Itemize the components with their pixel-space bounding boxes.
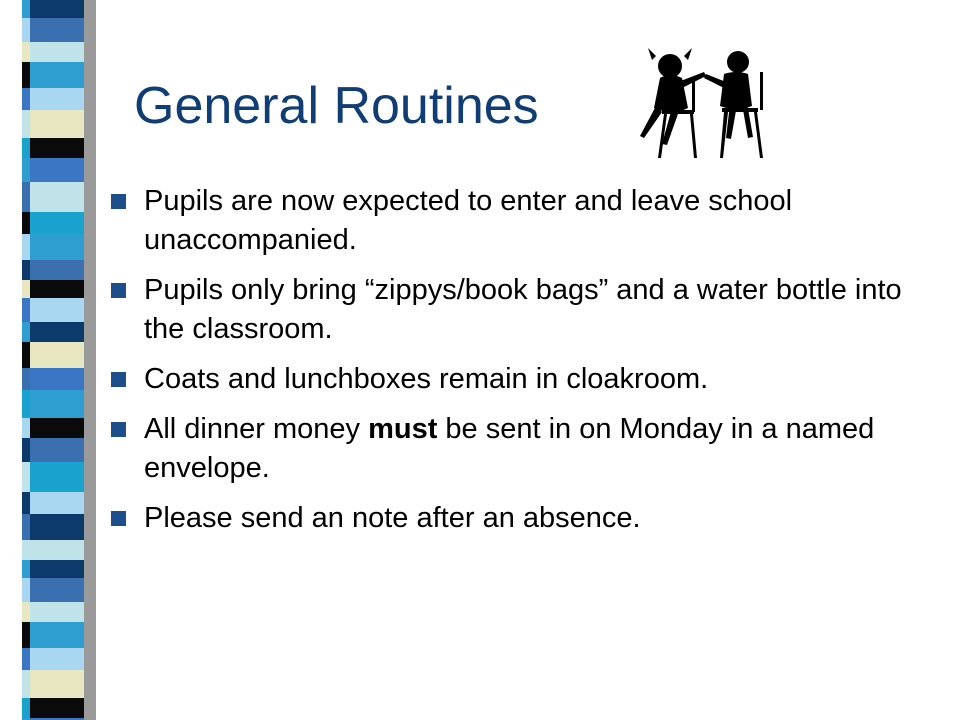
- stripe-edge: [22, 62, 30, 88]
- bullet-text: [144, 185, 792, 256]
- bullet-item: [102, 360, 902, 399]
- stripe-edge: [22, 648, 30, 670]
- stripe-block: [30, 62, 84, 88]
- stripe-block: [30, 560, 84, 578]
- stripe-block: [30, 88, 84, 110]
- bullet-item: [102, 271, 902, 349]
- bullet-text: [144, 413, 874, 484]
- bullet-item: [102, 182, 902, 260]
- stripe-edge: [22, 0, 30, 18]
- bullet-text-emphasis: must: [368, 413, 438, 445]
- decorative-stripe-bar: [0, 0, 110, 720]
- stripe-block: [30, 322, 84, 342]
- bullet-item: [102, 410, 902, 488]
- bullet-text-segment: Pupils are now expected to enter and leave school unaccompanied.: [144, 185, 793, 256]
- bullet-item: [102, 499, 902, 538]
- stripe-edge: [22, 110, 30, 138]
- stripe-edge: [22, 368, 30, 390]
- stripe-block: [30, 438, 84, 462]
- stripe-edge: [22, 578, 30, 602]
- stripe-edge: [22, 602, 30, 622]
- stripe-block: [30, 212, 84, 234]
- children-silhouette-image: [626, 42, 786, 162]
- bullet-text: [144, 274, 902, 345]
- stripe-edge: [22, 438, 30, 462]
- stripe-edge: [22, 390, 30, 418]
- stripe-block: [30, 18, 84, 42]
- bullet-text-segment: Please send an note after an absence.: [144, 502, 641, 534]
- stripe-edge: [22, 298, 30, 322]
- bullet-text-segment: Coats and lunchboxes remain in cloakroom.: [144, 363, 709, 395]
- stripe-block: [30, 670, 84, 698]
- stripe-edge: [22, 158, 30, 182]
- stripe-block: [30, 158, 84, 182]
- stripe-edge: [22, 670, 30, 698]
- stripe-edge: [22, 560, 30, 578]
- stripe-edge: [22, 182, 30, 212]
- stripe-block: [30, 182, 84, 212]
- bullet-text-segment: All dinner money: [144, 413, 369, 445]
- stripe-edge: [22, 260, 30, 280]
- stripe-edge: [22, 342, 30, 368]
- bullet-square-icon: [111, 511, 126, 526]
- stripe-block: [30, 260, 84, 280]
- stripe-block: [30, 492, 84, 514]
- stripe-edge: [22, 280, 30, 298]
- bullet-text: [144, 363, 708, 395]
- stripe-edge: [22, 42, 30, 62]
- stripe-shadow: [84, 0, 96, 720]
- bullet-text-segment: Pupils only bring “zippys/book bags” and a water bottle into the classroom.: [144, 274, 902, 345]
- stripe-block: [30, 298, 84, 322]
- bullet-square-icon: [111, 422, 126, 437]
- stripe-edge: [22, 622, 30, 648]
- stripe-block: [30, 110, 84, 138]
- stripe-edge: [22, 418, 30, 438]
- stripe-block: [30, 368, 84, 390]
- stripe-block: [30, 418, 84, 438]
- bullet-text: [144, 502, 641, 534]
- stripe-edge: [22, 698, 30, 718]
- bullet-square-icon: [111, 283, 126, 298]
- bullet-square-icon: [111, 372, 126, 387]
- stripe-edge: [22, 18, 30, 42]
- stripe-block: [30, 342, 84, 368]
- stripe-edge: [22, 514, 30, 540]
- bullet-square-icon: [111, 194, 126, 209]
- slide-title: General Routines: [134, 77, 539, 135]
- stripe-block: [30, 390, 84, 418]
- stripe-edge: [22, 138, 30, 158]
- stripe-edge: [22, 88, 30, 110]
- stripe-block: [30, 462, 84, 492]
- stripe-block: [30, 578, 84, 602]
- stripe-block: [30, 0, 84, 18]
- stripe-edge: [22, 492, 30, 514]
- stripe-edge: [22, 462, 30, 492]
- stripe-block: [30, 42, 84, 62]
- stripe-block: [30, 698, 84, 718]
- stripe-edge: [22, 234, 30, 260]
- stripe-block: [30, 648, 84, 670]
- stripe-edge: [22, 540, 30, 560]
- stripe-edge: [22, 212, 30, 234]
- stripe-edge: [22, 322, 30, 342]
- stripe-block: [30, 540, 84, 560]
- bullet-text-segment: be sent in on Monday in a named envelope.: [144, 413, 875, 484]
- stripe-block: [30, 138, 84, 158]
- bullet-list: [102, 182, 902, 549]
- stripe-block: [30, 602, 84, 622]
- stripe-block: [30, 234, 84, 260]
- stripe-block: [30, 280, 84, 298]
- stripe-block: [30, 622, 84, 648]
- stripe-block: [30, 514, 84, 540]
